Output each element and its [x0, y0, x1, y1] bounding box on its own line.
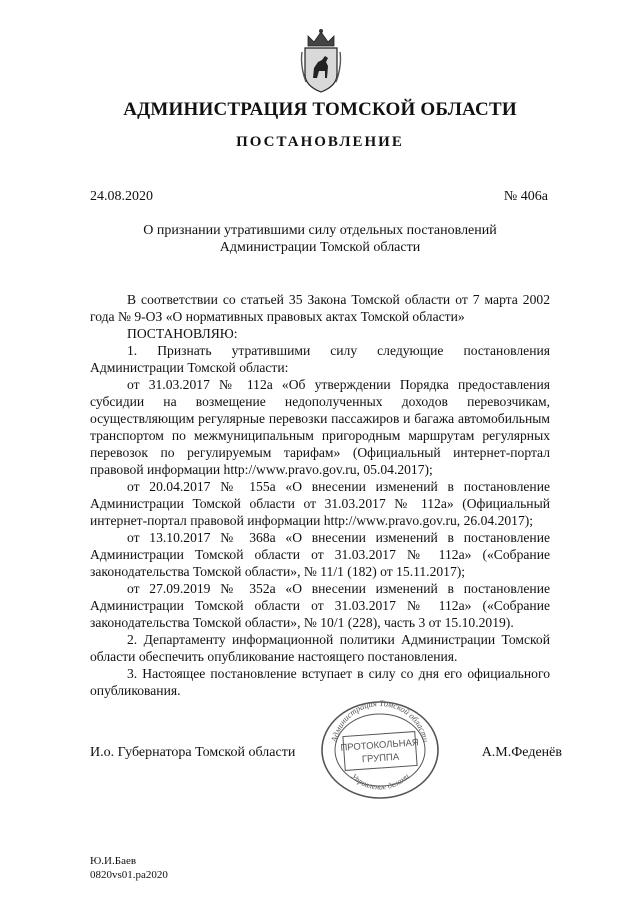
footer-author: Ю.И.Баев	[90, 855, 137, 867]
signatory-name: А.М.Феденёв	[481, 745, 562, 760]
tomsk-coat-of-arms-icon	[300, 26, 342, 96]
document-date: 24.08.2020	[90, 189, 153, 204]
document-subject	[90, 222, 550, 256]
body-paragraph: от 31.03.2017 № 112а «Об утверждении Порядка предоставления субсидии на возмещение недополученных доходов перевозчикам, осуществляющим регулярные перевозки пассажиров и багажа автомобильным транспортом по межмуниципальным пригородным маршрутам регулярных перевозок по регулируемым тарифам» (Официальный интернет-портал правовой информации http://www.pravo.gov.ru, 05.04.2017);	[90, 377, 550, 477]
document-footer	[90, 854, 168, 882]
organization-title: АДМИНИСТРАЦИЯ ТОМСКОЙ ОБЛАСТИ	[123, 99, 517, 120]
body-paragraph: 3. Настоящее постановление вступает в силу со дня его официального опубликования.	[90, 666, 550, 698]
stamp-center-line-2: ГРУППА	[361, 751, 400, 766]
subject-line-2: Администрации Томской области	[219, 240, 421, 255]
document-type: ПОСТАНОВЛЕНИЕ	[236, 134, 404, 150]
signatory-title: И.о. Губернатора Томской области	[90, 745, 296, 760]
footer-code: 0820vs01.ра2020	[90, 869, 168, 881]
body-paragraph: от 20.04.2017 № 155а «О внесении изменений в постановление Администрации Томской области от 31.03.2017 № 112а» (Официальный интернет-портал правовой информации http://www.pravo.gov.ru, 26.04.2017);	[90, 479, 550, 528]
document-body	[90, 291, 550, 699]
stamp-center-line-1: ПРОТОКОЛЬНАЯ	[340, 737, 420, 754]
document-number: № 406а	[503, 189, 548, 204]
body-paragraph-decree: ПОСТАНОВЛЯЮ:	[127, 326, 238, 341]
body-paragraph: 2. Департаменту информационной политики Администрации Томской области обеспечить опубликование настоящего постановления.	[90, 632, 550, 664]
subject-line-1: О признании утратившими силу отдельных постановлений	[143, 223, 497, 238]
body-paragraph: от 13.10.2017 № 368а «О внесении изменений в постановление Администрации Томской области от 31.03.2017 № 112а» («Собрание законодательства Томской области», № 11/1 (182) от 15.11.2017);	[90, 530, 550, 579]
svg-text:Управление делами	[349, 772, 411, 792]
stamp-ring-bottom-text: Управление делами	[349, 771, 411, 792]
body-paragraph: В соответствии со статьей 35 Закона Томской области от 7 марта 2002 года № 9-ОЗ «О нормативных правовых актах Томской области»	[90, 292, 550, 324]
body-paragraph: от 27.09.2019 № 352а «О внесении изменений в постановление Администрации Томской области от 31.03.2017 № 112а» («Собрание законодательства Томской области», № 10/1 (228), часть 3 от 15.10.2019).	[90, 581, 550, 630]
protocol-group-stamp	[318, 700, 442, 800]
body-paragraph: 1. Признать утратившими силу следующие постановления Администрации Томской области:	[90, 343, 550, 375]
stamp-ring-top-text: Администрация Томской области	[328, 700, 432, 743]
